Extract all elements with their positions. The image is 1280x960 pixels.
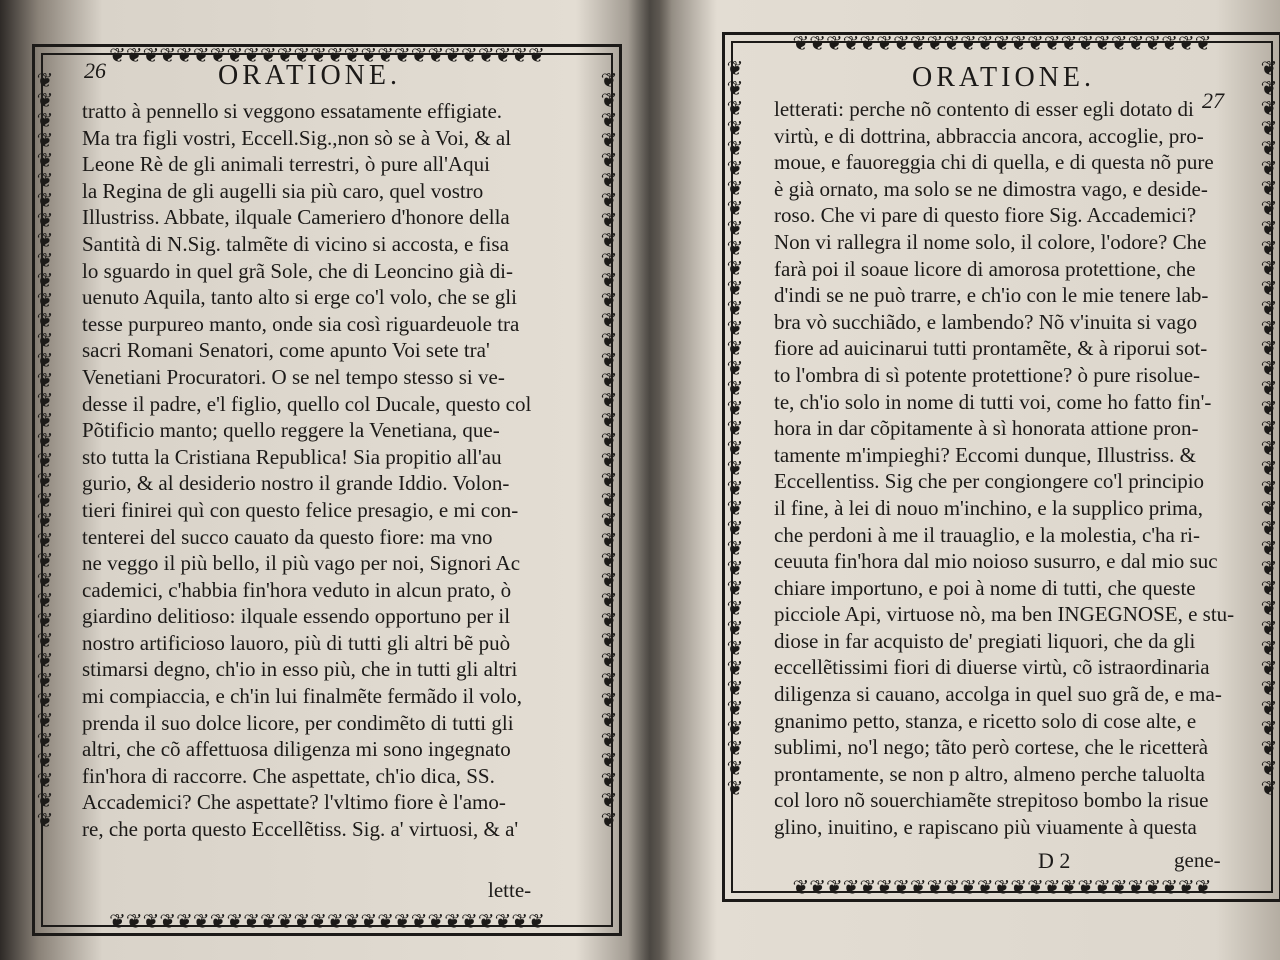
right-page xyxy=(662,0,1280,960)
text-line: Põtificio manto; quello reggere la Venetiana, que- xyxy=(82,418,500,443)
text-line: tratto à pennello si veggono essatamente effigiate. xyxy=(82,99,503,123)
text-line: virtù, e di dottrina, abbraccia ancora, accoglie, pro- xyxy=(774,123,1204,148)
text-line: bra vò succhiãdo, e lambendo? Nõ v'inuita si vago xyxy=(774,309,1198,334)
text-line: desse il padre, e'l figlio, quello col Ducale, questo col xyxy=(82,391,532,416)
left-frame-right-ornament: ❦❦❦❦❦❦❦❦❦❦❦❦❦❦❦❦❦❦❦❦❦❦❦❦❦❦❦❦❦❦❦❦❦❦❦❦❦❦ xyxy=(600,71,618,832)
text-line: altri, che cõ affettuosa diligenza mi sono ingegnato xyxy=(82,737,511,762)
left-frame-bottom-ornament: ❦❦❦❦❦❦❦❦❦❦❦❦❦❦❦❦❦❦❦❦❦❦❦❦❦❦ xyxy=(109,912,545,933)
text-line: fiore ad auicinarui tutti prontamẽte, & à riporui sot- xyxy=(774,336,1208,361)
right-frame-left-ornament: ❦❦❦❦❦❦❦❦❦❦❦❦❦❦❦❦❦❦❦❦❦❦❦❦❦❦❦❦❦❦❦❦❦❦❦❦❦ xyxy=(726,59,744,800)
left-frame-left-ornament: ❦❦❦❦❦❦❦❦❦❦❦❦❦❦❦❦❦❦❦❦❦❦❦❦❦❦❦❦❦❦❦❦❦❦❦❦❦❦ xyxy=(36,71,54,832)
text-line: cademici, c'habbia fin'hora veduto in alcun prato, ò xyxy=(82,577,512,602)
left-frame-top-ornament: ❦❦❦❦❦❦❦❦❦❦❦❦❦❦❦❦❦❦❦❦❦❦❦❦❦❦ xyxy=(109,46,545,67)
text-line: Illustriss. Abbate, ilquale Cameriero d'honore della xyxy=(82,205,510,230)
text-line: col loro nõ souerchiamẽte strepitoso bombo la risue xyxy=(774,788,1209,813)
text-line: to l'ombra di sì potente protettione? ò pure risolue- xyxy=(774,362,1201,387)
left-catchword: lette- xyxy=(488,878,532,902)
text-line: chiare importuno, e poi à nome di tutti, che queste xyxy=(774,575,1196,600)
left-page-number: 26 xyxy=(84,58,106,83)
text-line: re, che porta questo Eccellẽtiss. Sig. a' virtuosi, & a' xyxy=(82,817,519,842)
text-line: ceuuta fin'hora dal mio noioso susurro, e dal mio suc xyxy=(774,549,1218,574)
left-running-head: ORATIONE. xyxy=(218,60,401,91)
text-line: moue, e fauoreggia chi di quella, e di questa nõ pure xyxy=(774,150,1214,175)
text-line: fin'hora di raccorre. Che aspettate, ch'io dica, SS. xyxy=(82,763,495,788)
text-line: eccellẽtissimi fiori di diuerse virtù, cõ istraordinaria xyxy=(774,655,1210,680)
text-line: Santità di N.Sig. talmẽte di vicino si accosta, e fisa xyxy=(82,231,509,256)
text-line: nostro artificioso lauoro, più di tutti gli altri bẽ può xyxy=(82,630,511,655)
text-line: roso. Che vi pare di questo fiore Sig. Accademici? xyxy=(774,203,1197,228)
right-catchword: gene- xyxy=(1174,848,1221,872)
right-frame-right-ornament: ❦❦❦❦❦❦❦❦❦❦❦❦❦❦❦❦❦❦❦❦❦❦❦❦❦❦❦❦❦❦❦❦❦❦❦❦❦ xyxy=(1260,59,1278,800)
text-line: diose in far acquisto de' pregiati liquori, che da gli xyxy=(774,628,1196,653)
text-line: sublimi, no'l nego; tãto però cortese, che le ricetterà xyxy=(774,735,1209,760)
right-frame-top-ornament: ❦❦❦❦❦❦❦❦❦❦❦❦❦❦❦❦❦❦❦❦❦❦❦❦❦ xyxy=(792,34,1212,55)
text-line: glino, inuitino, e rapiscano più viuamente à questa xyxy=(774,815,1197,840)
text-line: farà poi il soaue licore di amorosa protettione, che xyxy=(774,256,1196,281)
text-line: prenda il suo dolce licore, per condimẽto di tutti gli xyxy=(82,710,514,735)
text-line: Venetiani Procuratori. O se nel tempo stesso si ve- xyxy=(82,364,505,389)
text-line: sacri Romani Senatori, come apunto Voi sete tra' xyxy=(82,338,490,363)
text-line: Accademici? Che aspettate? l'vltimo fiore è l'amo- xyxy=(82,790,506,815)
text-line: Leone Rè de gli animali terrestri, ò pure all'Aqui xyxy=(82,152,490,177)
text-line: letterati: perche nõ contento di esser egli dotato di xyxy=(774,97,1194,121)
left-page xyxy=(18,0,640,960)
right-frame-bottom-ornament: ❦❦❦❦❦❦❦❦❦❦❦❦❦❦❦❦❦❦❦❦❦❦❦❦❦ xyxy=(792,878,1212,899)
text-line: la Regina de gli augelli sia più caro, quel vostro xyxy=(82,178,484,203)
text-line: ne veggo il più bello, il più vago per noi, Signori Ac xyxy=(82,551,521,576)
text-line: stimarsi degno, ch'io in esso più, che in tutti gli altri xyxy=(82,657,518,682)
text-line: gurio, & al desiderio nostro il grande Iddio. Volon- xyxy=(82,471,510,496)
text-line: è già ornato, ma solo se ne dimostra vago, e deside- xyxy=(774,176,1208,201)
text-line: tenterei del succo cauato da questo fiore: ma vno xyxy=(82,524,493,549)
text-line: uenuto Aquila, tanto alto si erge co'l volo, che se gli xyxy=(82,285,517,310)
text-line: mi compiaccia, e ch'in lui finalmẽte fermãdo il volo, xyxy=(82,684,522,709)
text-line: gnanimo petto, stanza, e ricetto solo di cose alte, e xyxy=(774,708,1197,733)
right-page-number: 27 xyxy=(1202,88,1224,113)
signature-mark: D 2 xyxy=(1038,848,1071,873)
text-line: hora in dar cõpitamente à sì honorata attione pron- xyxy=(774,416,1199,441)
right-running-head: ORATIONE. xyxy=(912,62,1095,93)
text-line: picciole Api, virtuose nò, ma ben INGEGNOSE, e stu- xyxy=(774,602,1235,627)
text-line: prontamente, se non p altro, almeno perche taluolta xyxy=(774,761,1205,786)
text-line: d'indi se ne può trarre, e ch'io con le mie tenere lab- xyxy=(774,283,1209,308)
text-line: te, ch'io solo in nome di tutti voi, come ho fatto fin'- xyxy=(774,389,1212,414)
text-line: giardino delitioso: ilquale essendo opportuno per il xyxy=(82,604,511,629)
text-line: diligenza si cauano, accolga in quel suo grã de, e ma- xyxy=(774,682,1222,707)
text-line: lo sguardo in quel grã Sole, che di Leoncino già di- xyxy=(82,258,513,283)
text-line: Ma tra figli vostri, Eccell.Sig.,non sò se à Voi, & al xyxy=(82,125,512,150)
text-line: tamente m'impieghi? Eccomi dunque, Illustriss. & xyxy=(774,442,1196,467)
text-line: tieri finirei quì con questo felice presagio, e mi con- xyxy=(82,497,519,522)
text-line: Non vi rallegra il nome solo, il colore, l'odore? Che xyxy=(774,229,1207,254)
text-line: che perdoni à me il trauaglio, e la molestia, c'ha ri- xyxy=(774,522,1200,547)
text-line: sto tutta la Cristiana Republica! Sia propitio all'au xyxy=(82,444,502,469)
text-line: tesse purpureo manto, onde sia così riguardeuole tra xyxy=(82,311,520,336)
text-line: Eccellentiss. Sig che per congiongere co'l principio xyxy=(774,469,1205,494)
text-line: il fine, à lei di nouo m'inchino, e la supplico prima, xyxy=(774,495,1203,520)
right-page-text xyxy=(774,96,1244,841)
left-page-text xyxy=(82,98,582,843)
